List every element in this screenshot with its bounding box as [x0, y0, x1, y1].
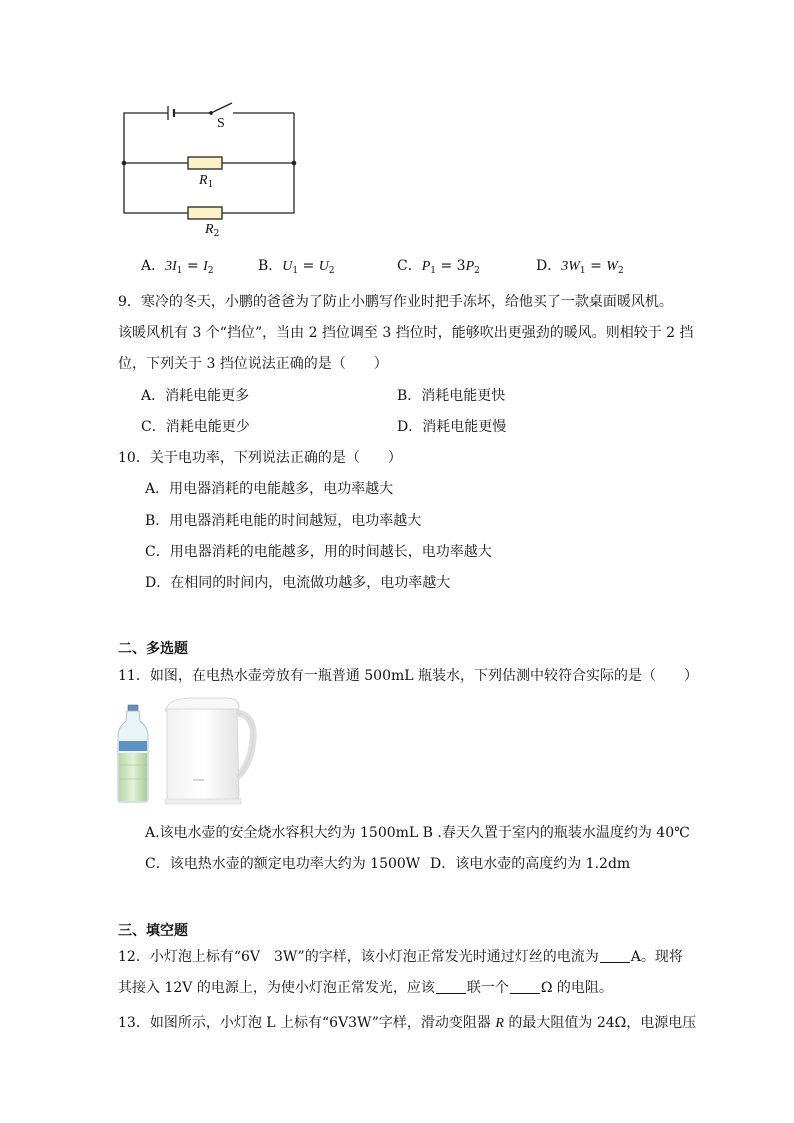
q12-text: Ω 的电阻。 — [540, 980, 613, 996]
r2-symbol: R — [205, 222, 214, 237]
formula-lhs: 3W — [561, 259, 580, 274]
q9-option-c: C．消耗电能更少 — [141, 419, 250, 435]
formula-rhs: U — [318, 259, 329, 274]
resistor-r1 — [188, 157, 222, 169]
subscript: 2 — [328, 266, 335, 276]
water-bottle — [118, 705, 148, 802]
formula-eq: = 3 — [436, 258, 466, 274]
kettle-brand: midea — [193, 777, 204, 782]
subscript: 1 — [579, 266, 586, 276]
q13-text: 13．如图所示，小灯泡 L 上标有“6V3W”字样，滑动变阻器 — [118, 1015, 496, 1031]
section-heading-multi-choice: 二、多选题 — [118, 641, 188, 657]
q12-line-2 — [118, 977, 613, 997]
option-letter: A． — [141, 258, 166, 274]
q9-option-a: A．消耗电能更多 — [141, 388, 250, 404]
r2-label — [205, 221, 219, 239]
q13-text: 的最大阻值为 24Ω，电源电压 — [503, 1015, 697, 1031]
r2-subscript: 2 — [213, 229, 220, 239]
q12-text: 联一个 — [466, 980, 509, 996]
option-letter: B． — [258, 258, 283, 274]
q11-option-c: C．该电热水壶的额定电功率大约为 1500W — [145, 856, 421, 872]
q8-option-b — [258, 255, 335, 276]
switch-label: S — [217, 116, 225, 131]
subscript: 2 — [207, 266, 214, 276]
q11-option-d: D．该电水壶的高度约为 1.2dm — [430, 856, 631, 872]
q9-line-3: 位，下列关于 3 挡位说法正确的是（ ） — [118, 356, 388, 372]
formula-rhs: I — [203, 259, 208, 274]
q10-option-c: C．用电器消耗的电能越多，用的时间越长，电功率越大 — [145, 544, 492, 560]
q13-variable: R — [495, 1016, 504, 1031]
subscript: 1 — [176, 266, 183, 276]
formula-rhs: W — [606, 259, 618, 274]
answer-blank — [436, 981, 466, 994]
q10-option-b: B．用电器消耗电能的时间越短，电功率越大 — [145, 513, 422, 529]
formula-lhs: U — [282, 259, 293, 274]
q10-option-d: D．在相同的时间内，电流做功越多，电功率越大 — [145, 575, 451, 591]
formula-eq: = — [585, 258, 607, 274]
q9-option-b: B．消耗电能更快 — [397, 388, 506, 404]
formula-eq: = — [182, 258, 204, 274]
q9-option-d: D．消耗电能更慢 — [397, 419, 507, 435]
q8-option-a — [141, 255, 214, 276]
q9-line-2: 该暖风机有 3 个“挡位”，当由 2 挡位调至 3 挡位时，能够吹出更强劲的暖风。则相较于 2 挡 — [118, 325, 694, 341]
section-heading-fill-blank: 三、填空题 — [118, 923, 188, 939]
r1-subscript: 1 — [207, 180, 214, 190]
answer-blank — [510, 981, 540, 994]
subscript: 2 — [617, 266, 624, 276]
q12-text: A。现将 — [630, 949, 683, 965]
formula-lhs: P — [421, 259, 431, 274]
resistor-r2 — [188, 207, 222, 219]
answer-blank — [600, 950, 630, 963]
circuit-diagram — [110, 95, 310, 240]
q8-option-d — [536, 255, 624, 276]
q11-option-ab: A.该电水壶的安全烧水容积大约为 1500mL B .春天久置于室内的瓶装水温度约为 40℃ — [145, 825, 690, 841]
switch-blade — [211, 103, 232, 113]
electric-kettle — [165, 698, 253, 804]
q12-text: 其接入 12V 的电源上，为使小灯泡正常发光，应该 — [118, 980, 435, 996]
junction-right — [292, 161, 297, 166]
q11-stem: 11．如图，在电热水壶旁放有一瓶普通 500mL 瓶装水，下列估测中较符合实际的是（ ） — [118, 668, 699, 684]
q9-line-1: 9．寒冷的冬天，小鹏的爸爸为了防止小鹏写作业时把手冻坏，给他买了一款桌面暖风机。 — [118, 294, 673, 310]
option-letter: D． — [536, 258, 562, 274]
formula-rhs: P — [465, 259, 475, 274]
subscript: 1 — [292, 266, 299, 276]
option-letter: C． — [397, 258, 422, 274]
q13-line-1 — [118, 1012, 696, 1032]
q8-option-c — [397, 255, 480, 276]
formula-lhs: 3I — [165, 259, 177, 274]
kettle-and-bottle-image — [115, 695, 260, 805]
q10-option-a: A．用电器消耗的电能越多，电功率越大 — [145, 481, 394, 497]
formula-eq: = — [298, 258, 319, 274]
junction-left — [122, 161, 127, 166]
r1-symbol: R — [199, 173, 208, 188]
q12-line-1 — [118, 946, 683, 966]
q12-text: 12．小灯泡上标有“6V 3W”的字样，该小灯泡正常发光时通过灯丝的电流为 — [118, 949, 599, 965]
subscript: 2 — [474, 266, 480, 276]
r1-label — [199, 172, 213, 190]
q10-stem: 10．关于电功率，下列说法正确的是（ ） — [118, 450, 402, 466]
subscript: 1 — [430, 266, 437, 276]
